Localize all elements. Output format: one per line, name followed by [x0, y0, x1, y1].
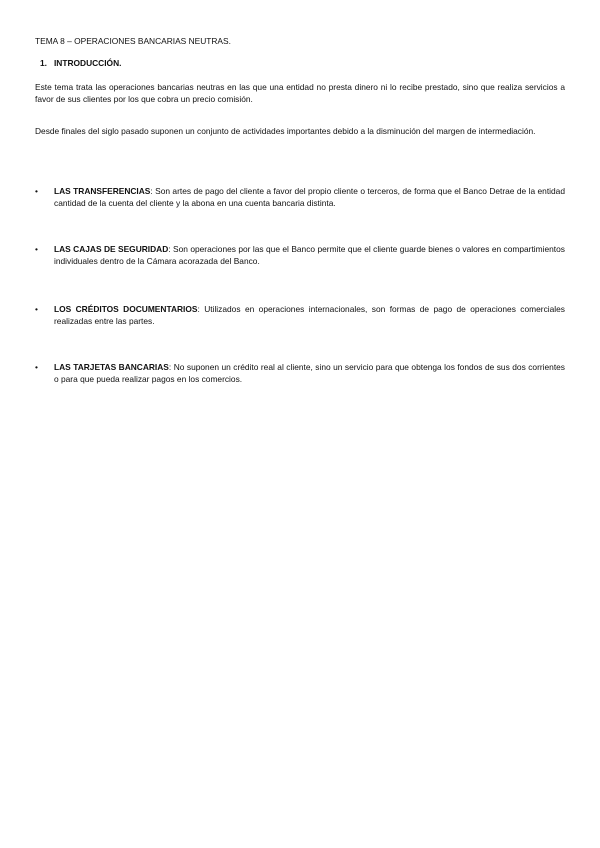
item-text: : Son operaciones por las que el Banco permite que el cliente guarde bienes o valores en compartimientos individuales dentro de la Cámara acorazada del Banco.: [54, 244, 565, 266]
bullet-icon: •: [35, 362, 38, 372]
item-term: LAS TARJETAS BANCARIAS: [54, 362, 169, 372]
section-title: INTRODUCCIÓN.: [53, 58, 122, 68]
item-term: LAS TRANSFERENCIAS: [54, 186, 151, 196]
paragraph: Desde finales del siglo pasado suponen un conjunto de actividades importantes debido a la disminución del margen de intermediación.: [35, 126, 536, 136]
section-heading: [40, 58, 570, 70]
item-text: : Utilizados en operaciones internacionales, son formas de pago de operaciones comerciales realizadas entre las partes.: [54, 304, 565, 326]
item-term: LOS CRÉDITOS DOCUMENTARIOS: [54, 304, 198, 314]
item-term: LAS CAJAS DE SEGURIDAD: [54, 244, 169, 254]
paragraph: Este tema trata las operaciones bancarias neutras en las que una entidad no presta dinero ni lo recibe prestado, sino que realiza servicios a favor de sus clientes por los que cobra un precio comisión.: [35, 82, 565, 104]
bullet-icon: •: [35, 304, 38, 314]
item-text: : No suponen un crédito real al cliente, sino un servicio para que obtenga los fondos de sus dos corrientes o para que pueda realizar pagos en los comercios.: [54, 362, 565, 384]
item-text: : Son artes de pago del cliente a favor del propio cliente o terceros, de forma que el Banco Detrae de la entidad cantidad de la cuenta del cliente y la abona en una cuenta bancaria distinta.: [54, 186, 565, 208]
section-number: 1.: [40, 58, 47, 68]
document-title: TEMA 8 – OPERACIONES BANCARIAS NEUTRAS.: [35, 36, 231, 46]
bullet-icon: •: [35, 244, 38, 254]
bullet-icon: •: [35, 186, 38, 196]
